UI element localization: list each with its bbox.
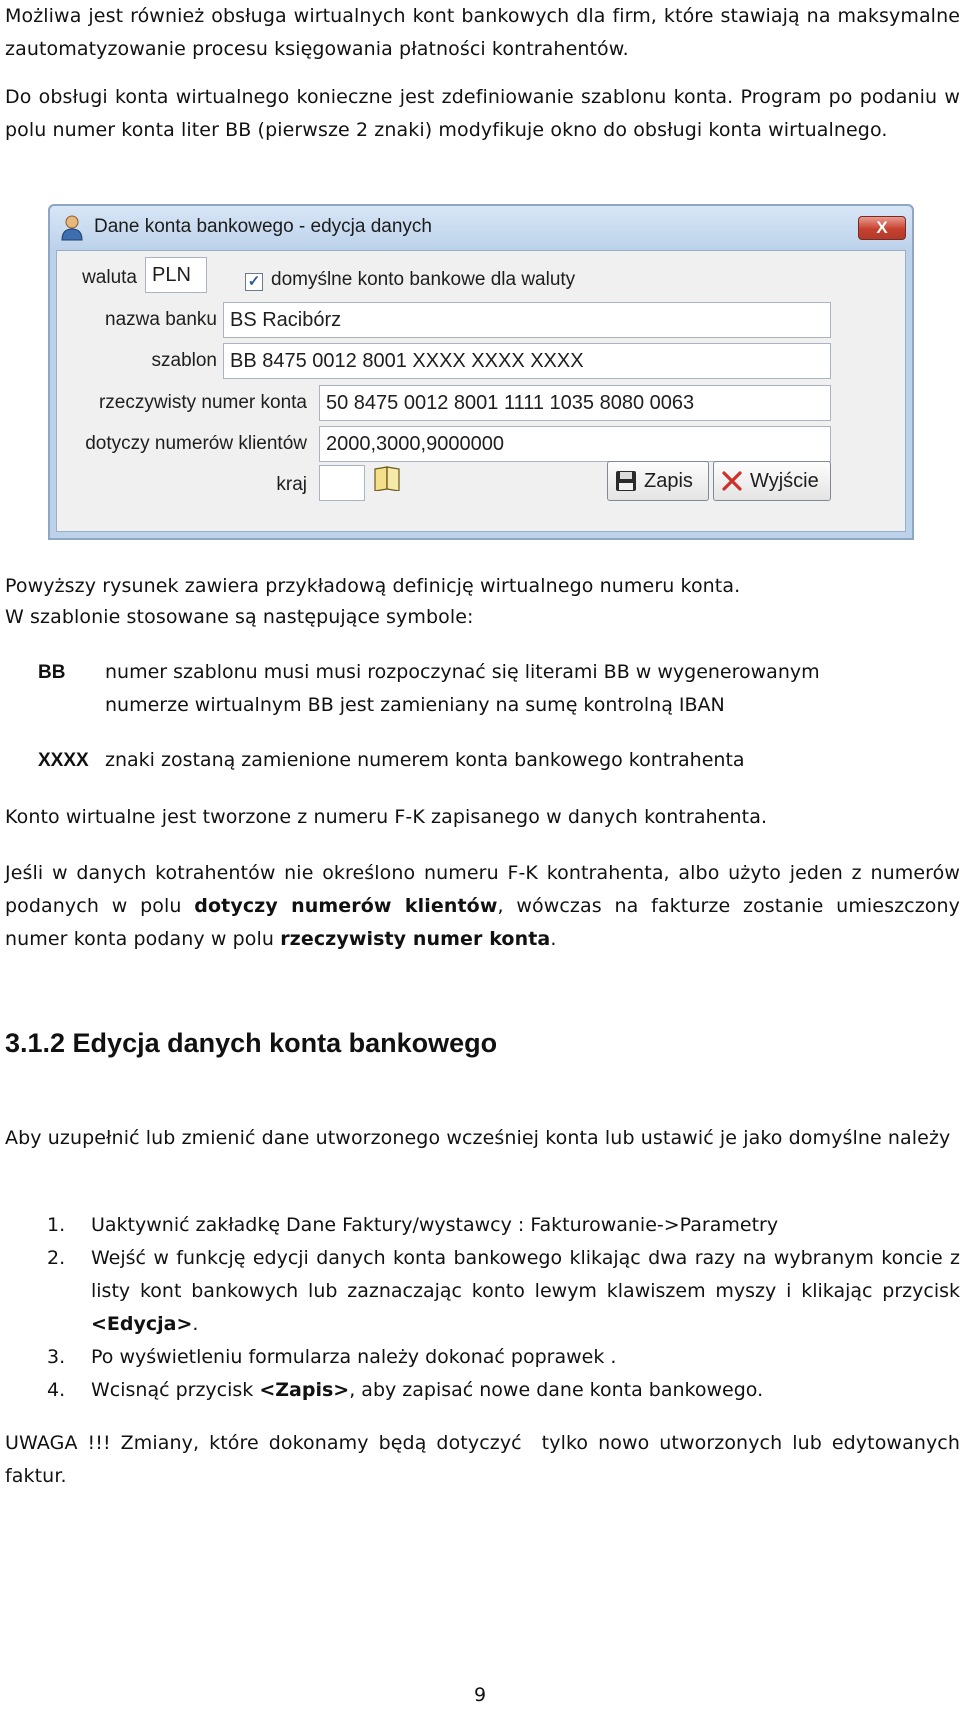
list-item: 2. Wejść w funkcję edycji danych konta bankowego klikając dwa razy na wybranym koncie z listy kont bankowych lub zaznaczając konto lewym klawiszem myszy i klikając przycisk <Edycja>.	[47, 1247, 960, 1335]
save-button[interactable]	[607, 461, 709, 501]
default-account-checkbox[interactable]: ✓	[245, 273, 263, 291]
dialog-title: Dane konta bankowego - edycja danych	[94, 216, 433, 237]
intro-paragraph-1: Możliwa jest również obsługa wirtualnych kont bankowych dla firm, które stawiają na maksymalne zautomatyzowanie procesu księgowania płatności kontrahentów.	[5, 5, 960, 60]
close-icon: X	[876, 218, 888, 237]
currency-field[interactable]: PLN	[145, 257, 207, 293]
close-button[interactable]	[858, 216, 906, 240]
country-label: kraj	[276, 474, 307, 495]
user-icon	[60, 215, 84, 241]
save-button-label: Zapis	[644, 470, 693, 492]
symbol-description: znaki zostaną zamienione numerem konta bankowego kontrahenta	[105, 749, 745, 771]
default-account-label: domyślne konto bankowe dla waluty	[271, 269, 576, 290]
client-numbers-field[interactable]: 2000,3000,9000000	[319, 426, 831, 462]
page-number: 9	[473, 1684, 487, 1706]
list-item: 4. Wcisnąć przycisk <Zapis>, aby zapisać nowe dane konta bankowego.	[47, 1379, 764, 1401]
figure-caption: Powyższy rysunek zawiera przykładową definicję wirtualnego numeru konta.	[5, 575, 741, 597]
exit-button[interactable]	[713, 461, 831, 501]
warning-note: UWAGA !!! Zmiany, które dokonamy będą dotyczyć tylko nowo utworzonych lub edytowanych faktur.	[5, 1432, 960, 1487]
bank-name-label: nazwa banku	[105, 309, 217, 330]
symbol-key: BB	[38, 662, 66, 683]
book-lookup-icon[interactable]	[373, 465, 403, 491]
symbols-intro: W szablonie stosowane są następujące symbole:	[5, 606, 474, 628]
symbol-description: numer szablonu musi musi rozpoczynać się literami BB w wygenerowanym numerze wirtualnym BB jest zamieniany na sumę kontrolną IBAN	[105, 661, 820, 716]
real-account-label: rzeczywisty numer konta	[98, 392, 307, 413]
fk-number-note: Jeśli w danych kotrahentów nie określono numeru F-K kontrahenta, albo użyto jeden z numerów podanych w polu dotyczy numerów klientów, wówczas na fakturze zostanie umieszczony numer konta podany w polu rzeczywisty numer konta.	[5, 862, 960, 950]
client-numbers-label: dotyczy numerów klientów	[85, 433, 307, 454]
currency-label: waluta	[82, 267, 137, 288]
symbol-key: XXXX	[38, 750, 89, 771]
section-intro: Aby uzupełnić lub zmienić dane utworzonego wcześniej konta lub ustawić je jako domyślne należy	[5, 1127, 951, 1149]
section-heading: 3.1.2 Edycja danych konta bankowego	[5, 1028, 498, 1058]
floppy-disk-icon	[615, 470, 637, 492]
bank-name-field[interactable]: BS Racibórz	[223, 302, 831, 338]
list-item: 1. Uaktywnić zakładkę Dane Faktury/wystawcy : Fakturowanie->Parametry	[47, 1214, 779, 1236]
steps-list	[5, 1209, 960, 1407]
close-icon	[721, 470, 743, 492]
field-name-client-numbers: dotyczy numerów klientów	[194, 895, 498, 917]
list-item: 3. Po wyświetleniu formularza należy dokonać poprawek .	[47, 1346, 617, 1368]
template-field[interactable]: BB 8475 0012 8001 XXXX XXXX XXXX	[223, 343, 831, 379]
dialog-titlebar	[50, 206, 912, 250]
field-name-real-account: rzeczywisty numer konta	[280, 928, 551, 950]
template-label: szablon	[151, 350, 217, 371]
exit-button-label: Wyjście	[750, 470, 819, 492]
bank-account-dialog	[48, 204, 914, 540]
country-field[interactable]	[319, 465, 365, 501]
virtual-account-info: Konto wirtualne jest tworzone z numeru F-K zapisanego w danych kontrahenta.	[5, 806, 768, 828]
real-account-field[interactable]: 50 8475 0012 8001 1111 1035 8080 0063	[319, 385, 831, 421]
dialog-client-area	[56, 250, 906, 532]
intro-paragraph-2: Do obsługi konta wirtualnego konieczne jest zdefiniowanie szablonu konta. Program po podaniu w polu numer konta liter BB (pierwsze 2 znaki) modyfikuje okno do obsługi konta wirtualnego.	[5, 86, 960, 141]
